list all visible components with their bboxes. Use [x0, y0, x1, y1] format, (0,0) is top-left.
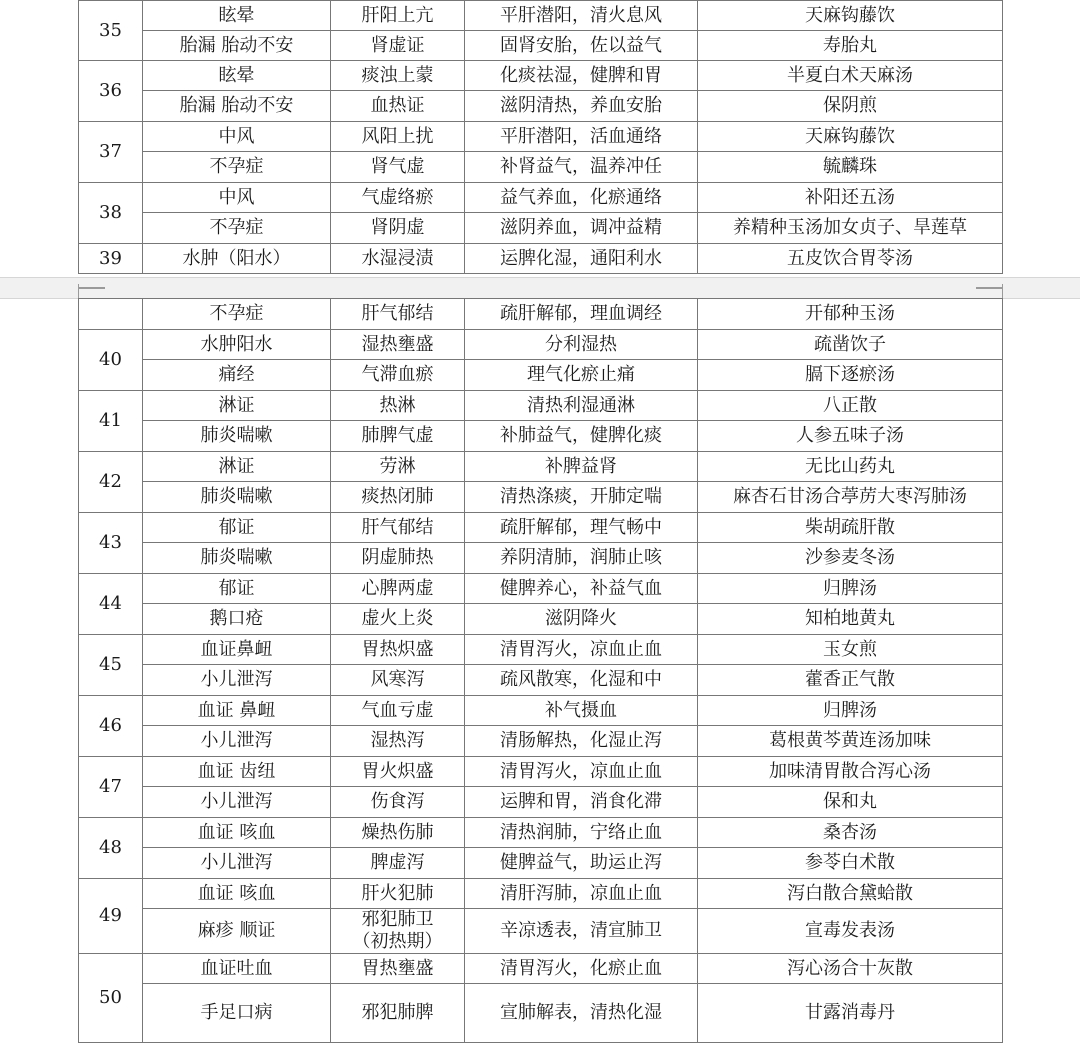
table-row — [79, 360, 1003, 391]
formula-cell: 桑杏汤 — [698, 818, 1003, 848]
formula-cell: 天麻钩藤饮 — [698, 1, 1003, 31]
entry-number-cell: 50 — [79, 954, 143, 1043]
table-row — [79, 152, 1003, 183]
disease-cell: 不孕症 — [143, 152, 331, 183]
treatment-method-cell: 清胃泻火，化瘀止血 — [465, 954, 698, 984]
page-corner-mark — [976, 284, 1003, 289]
formula-cell: 疏凿饮子 — [698, 330, 1003, 360]
treatment-method-cell: 清肠解热，化湿止泻 — [465, 726, 698, 757]
formula-cell: 藿香正气散 — [698, 665, 1003, 696]
table-row — [79, 482, 1003, 513]
disease-cell: 小儿泄泻 — [143, 787, 331, 818]
table-row — [79, 244, 1003, 274]
entry-number-cell: 43 — [79, 513, 143, 574]
treatment-method-cell: 清肝泻肺，凉血止血 — [465, 879, 698, 909]
disease-cell: 麻疹 顺证 — [143, 909, 331, 954]
formula-cell: 宣毒发表汤 — [698, 909, 1003, 954]
treatment-method-cell: 分利湿热 — [465, 330, 698, 360]
treatment-method-cell: 滋阴清热，养血安胎 — [465, 91, 698, 122]
table-row — [79, 984, 1003, 1043]
syndrome-cell: 虚火上炎 — [331, 604, 465, 635]
syndrome-cell: 血热证 — [331, 91, 465, 122]
syndrome-cell: 肝气郁结 — [331, 513, 465, 543]
treatment-method-cell: 清胃泻火，凉血止血 — [465, 635, 698, 665]
disease-cell: 痛经 — [143, 360, 331, 391]
disease-cell: 眩晕 — [143, 1, 331, 31]
table-row — [79, 1, 1003, 31]
syndrome-cell: 风阳上扰 — [331, 122, 465, 152]
treatment-method-cell: 滋阴养血，调冲益精 — [465, 213, 698, 244]
formula-cell: 保和丸 — [698, 787, 1003, 818]
formula-cell: 玉女煎 — [698, 635, 1003, 665]
syndrome-cell: 湿热泻 — [331, 726, 465, 757]
lower-table — [78, 298, 1003, 1043]
disease-cell: 胎漏 胎动不安 — [143, 91, 331, 122]
disease-cell: 胎漏 胎动不安 — [143, 31, 331, 61]
treatment-method-cell: 养阴清肺，润肺止咳 — [465, 543, 698, 574]
entry-number-cell: 41 — [79, 391, 143, 452]
entry-number-cell: 36 — [79, 61, 143, 122]
table-row — [79, 61, 1003, 91]
lower-table-body — [79, 299, 1003, 1043]
disease-cell: 血证 齿纽 — [143, 757, 331, 787]
treatment-method-cell: 运脾化湿，通阳利水 — [465, 244, 698, 274]
page-break — [0, 277, 1080, 299]
table-row — [79, 330, 1003, 360]
syndrome-cell: 肾阴虚 — [331, 213, 465, 244]
disease-cell: 不孕症 — [143, 213, 331, 244]
syndrome-cell: 水湿浸渍 — [331, 244, 465, 274]
entry-number-cell: 35 — [79, 1, 143, 61]
entry-number-cell: 40 — [79, 330, 143, 391]
treatment-method-cell: 清胃泻火，凉血止血 — [465, 757, 698, 787]
formula-cell: 半夏白术天麻汤 — [698, 61, 1003, 91]
entry-number-cell — [79, 299, 143, 330]
treatment-method-cell: 运脾和胃，消食化滞 — [465, 787, 698, 818]
treatment-method-cell: 滋阴降火 — [465, 604, 698, 635]
syndrome-cell: 胃火炽盛 — [331, 757, 465, 787]
disease-cell: 水肿（阳水） — [143, 244, 331, 274]
treatment-method-cell: 固肾安胎，佐以益气 — [465, 31, 698, 61]
formula-cell: 八正散 — [698, 391, 1003, 421]
entry-number-cell: 47 — [79, 757, 143, 818]
table-row — [79, 91, 1003, 122]
table-row — [79, 696, 1003, 726]
formula-cell: 无比山药丸 — [698, 452, 1003, 482]
syndrome-cell — [331, 909, 465, 954]
formula-cell: 膈下逐瘀汤 — [698, 360, 1003, 391]
table-row — [79, 574, 1003, 604]
disease-cell: 郁证 — [143, 574, 331, 604]
table-row — [79, 299, 1003, 330]
entry-number-cell: 48 — [79, 818, 143, 879]
table-row — [79, 787, 1003, 818]
syndrome-cell: 肝火犯肺 — [331, 879, 465, 909]
disease-cell: 血证 咳血 — [143, 879, 331, 909]
treatment-method-cell: 理气化瘀止痛 — [465, 360, 698, 391]
treatment-method-cell: 平肝潜阳，清火息风 — [465, 1, 698, 31]
table-row — [79, 665, 1003, 696]
syndrome-cell: 气血亏虚 — [331, 696, 465, 726]
syndrome-cell: 气滞血瘀 — [331, 360, 465, 391]
table-row — [79, 818, 1003, 848]
table-row — [79, 848, 1003, 879]
entry-number-cell: 49 — [79, 879, 143, 954]
disease-cell: 不孕症 — [143, 299, 331, 330]
treatment-method-cell: 补肾益气，温养冲任 — [465, 152, 698, 183]
entry-number-cell: 44 — [79, 574, 143, 635]
upper-table-body — [79, 1, 1003, 274]
formula-cell: 麻杏石甘汤合葶苈大枣泻肺汤 — [698, 482, 1003, 513]
disease-cell: 手足口病 — [143, 984, 331, 1043]
treatment-method-cell: 健脾养心，补益气血 — [465, 574, 698, 604]
disease-cell: 鹅口疮 — [143, 604, 331, 635]
table-row — [79, 954, 1003, 984]
formula-cell: 开郁种玉汤 — [698, 299, 1003, 330]
syndrome-cell: 湿热壅盛 — [331, 330, 465, 360]
syndrome-cell: 痰浊上蒙 — [331, 61, 465, 91]
treatment-method-cell: 健脾益气，助运止泻 — [465, 848, 698, 879]
table-row — [79, 543, 1003, 574]
table-row — [79, 635, 1003, 665]
table-row — [79, 879, 1003, 909]
syndrome-cell: 肝阳上亢 — [331, 1, 465, 31]
table-row — [79, 604, 1003, 635]
disease-cell: 中风 — [143, 122, 331, 152]
formula-cell: 泻白散合黛蛤散 — [698, 879, 1003, 909]
treatment-method-cell: 宣肺解表，清热化湿 — [465, 984, 698, 1043]
syndrome-cell: 劳淋 — [331, 452, 465, 482]
treatment-method-cell: 清热润肺，宁络止血 — [465, 818, 698, 848]
treatment-method-cell: 补肺益气，健脾化痰 — [465, 421, 698, 452]
formula-cell: 毓麟珠 — [698, 152, 1003, 183]
formula-cell: 加味清胃散合泻心汤 — [698, 757, 1003, 787]
entry-number-cell: 42 — [79, 452, 143, 513]
table-row — [79, 31, 1003, 61]
disease-cell: 血证鼻衄 — [143, 635, 331, 665]
table-row — [79, 183, 1003, 213]
syndrome-cell: 燥热伤肺 — [331, 818, 465, 848]
table-row — [79, 726, 1003, 757]
entry-number-cell: 45 — [79, 635, 143, 696]
syndrome-cell: 气虚络瘀 — [331, 183, 465, 213]
formula-cell: 归脾汤 — [698, 696, 1003, 726]
entry-number-cell: 46 — [79, 696, 143, 757]
table-row — [79, 513, 1003, 543]
treatment-method-cell: 益气养血，化瘀通络 — [465, 183, 698, 213]
treatment-method-cell: 疏肝解郁，理血调经 — [465, 299, 698, 330]
table-row — [79, 909, 1003, 954]
syndrome-cell: 热淋 — [331, 391, 465, 421]
syndrome-cell: 心脾两虚 — [331, 574, 465, 604]
syndrome-cell: 肺脾气虚 — [331, 421, 465, 452]
disease-cell: 小儿泄泻 — [143, 848, 331, 879]
table-row — [79, 122, 1003, 152]
disease-cell: 肺炎喘嗽 — [143, 482, 331, 513]
syndrome-cell: 邪犯肺脾 — [331, 984, 465, 1043]
treatment-method-cell: 补气摄血 — [465, 696, 698, 726]
table-row — [79, 213, 1003, 244]
treatment-method-cell: 化痰祛湿，健脾和胃 — [465, 61, 698, 91]
disease-cell: 血证 鼻衄 — [143, 696, 331, 726]
table-row — [79, 421, 1003, 452]
formula-cell: 泻心汤合十灰散 — [698, 954, 1003, 984]
formula-cell: 参苓白术散 — [698, 848, 1003, 879]
disease-cell: 肺炎喘嗽 — [143, 543, 331, 574]
formula-cell: 补阳还五汤 — [698, 183, 1003, 213]
syndrome-cell: 肾虚证 — [331, 31, 465, 61]
table-row — [79, 757, 1003, 787]
syndrome-note: （初热期） — [352, 931, 443, 952]
syndrome-cell: 胃热壅盛 — [331, 954, 465, 984]
syndrome-cell: 阴虚肺热 — [331, 543, 465, 574]
formula-cell: 甘露消毒丹 — [698, 984, 1003, 1043]
disease-cell: 淋证 — [143, 391, 331, 421]
entry-number-cell: 38 — [79, 183, 143, 244]
treatment-method-cell: 疏风散寒，化湿和中 — [465, 665, 698, 696]
formula-cell: 保阴煎 — [698, 91, 1003, 122]
formula-cell: 葛根黄芩黄连汤加味 — [698, 726, 1003, 757]
upper-table — [78, 0, 1003, 274]
disease-cell: 小儿泄泻 — [143, 726, 331, 757]
formula-cell: 寿胎丸 — [698, 31, 1003, 61]
syndrome-cell: 肝气郁结 — [331, 299, 465, 330]
formula-cell: 天麻钩藤饮 — [698, 122, 1003, 152]
disease-cell: 血证吐血 — [143, 954, 331, 984]
syndrome-cell: 痰热闭肺 — [331, 482, 465, 513]
table-row — [79, 452, 1003, 482]
syndrome-cell: 风寒泻 — [331, 665, 465, 696]
formula-cell: 柴胡疏肝散 — [698, 513, 1003, 543]
disease-cell: 中风 — [143, 183, 331, 213]
entry-number-cell: 37 — [79, 122, 143, 183]
disease-cell: 血证 咳血 — [143, 818, 331, 848]
entry-number-cell: 39 — [79, 244, 143, 274]
formula-cell: 归脾汤 — [698, 574, 1003, 604]
treatment-method-cell: 清热利湿通淋 — [465, 391, 698, 421]
formula-cell: 人参五味子汤 — [698, 421, 1003, 452]
syndrome-cell: 肾气虚 — [331, 152, 465, 183]
formula-cell: 五皮饮合胃苓汤 — [698, 244, 1003, 274]
table-row — [79, 391, 1003, 421]
treatment-method-cell: 疏肝解郁，理气畅中 — [465, 513, 698, 543]
treatment-method-cell: 平肝潜阳，活血通络 — [465, 122, 698, 152]
treatment-method-cell: 补脾益肾 — [465, 452, 698, 482]
disease-cell: 肺炎喘嗽 — [143, 421, 331, 452]
disease-cell: 郁证 — [143, 513, 331, 543]
disease-cell: 淋证 — [143, 452, 331, 482]
syndrome-cell: 胃热炽盛 — [331, 635, 465, 665]
treatment-method-cell: 清热涤痰，开肺定喘 — [465, 482, 698, 513]
disease-cell: 眩晕 — [143, 61, 331, 91]
treatment-method-cell: 辛凉透表，清宣肺卫 — [465, 909, 698, 954]
syndrome-text: 邪犯肺卫 — [361, 909, 434, 930]
formula-cell: 知柏地黄丸 — [698, 604, 1003, 635]
syndrome-cell: 脾虚泻 — [331, 848, 465, 879]
disease-cell: 小儿泄泻 — [143, 665, 331, 696]
formula-cell: 沙参麦冬汤 — [698, 543, 1003, 574]
page-corner-mark — [78, 284, 105, 289]
disease-cell: 水肿阳水 — [143, 330, 331, 360]
syndrome-cell: 伤食泻 — [331, 787, 465, 818]
formula-cell: 养精种玉汤加女贞子、旱莲草 — [698, 213, 1003, 244]
